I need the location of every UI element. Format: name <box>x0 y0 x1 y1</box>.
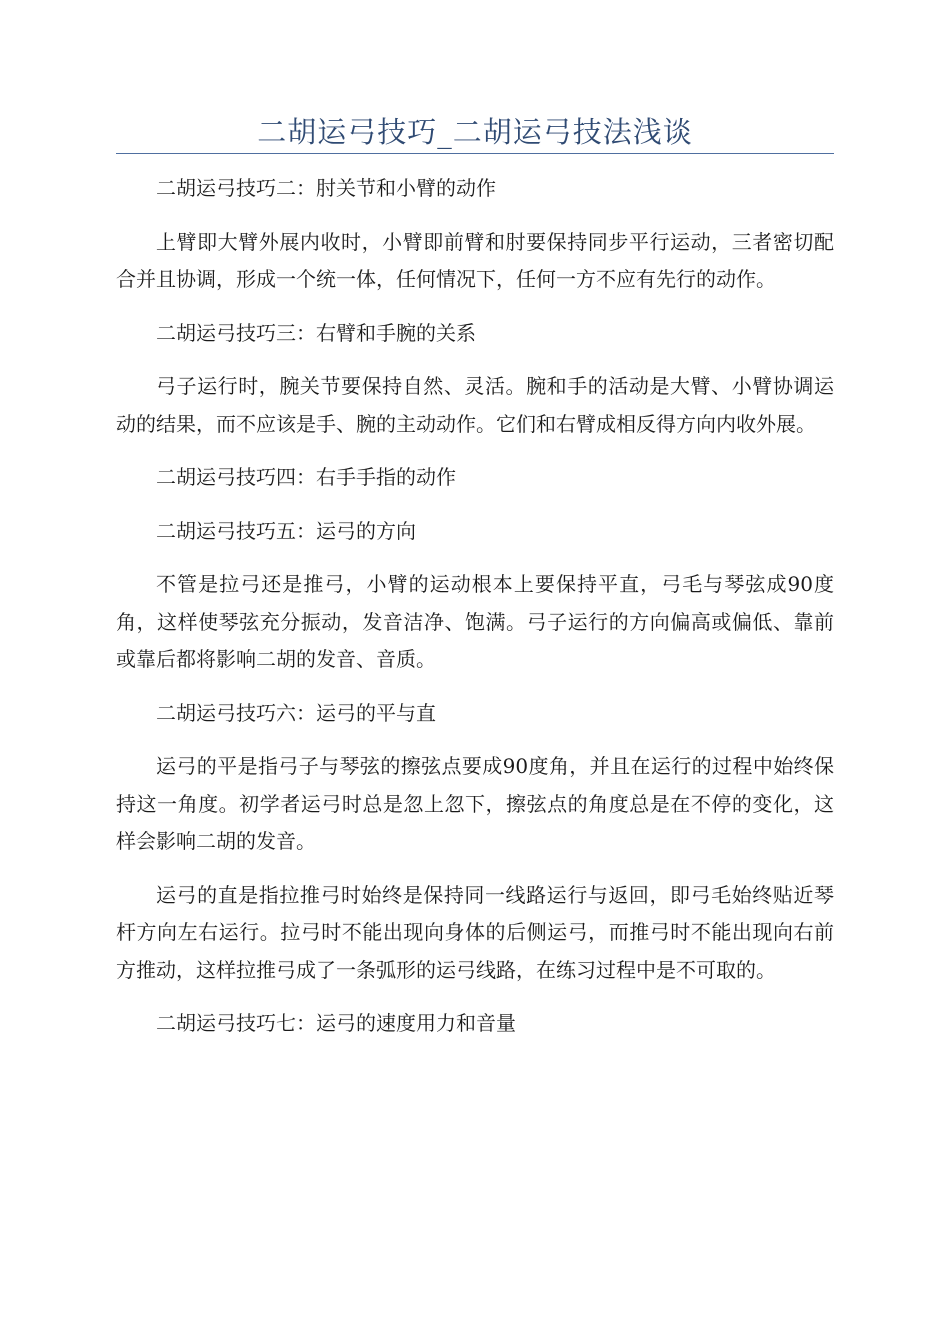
document-body <box>116 170 834 1059</box>
body-paragraph: 运弓的直是指拉推弓时始终是保持同一线路运行与返回，即弓毛始终贴近琴杆方向左右运行。拉弓时不能出现向身体的后侧运弓，而推弓时不能出现向右前方推动，这样拉推弓成了一条弧形的运弓线路，在练习过程中是不可取的。 <box>116 882 834 982</box>
section-heading: 二胡运弓技巧七：运弓的速度用力和音量 <box>156 1011 516 1035</box>
body-paragraph: 运弓的平是指弓子与琴弦的擦弦点要成90度角，并且在运行的过程中始终保持这一角度。初学者运弓时总是忽上忽下，擦弦点的角度总是在不停的变化，这样会影响二胡的发音。 <box>116 754 834 853</box>
section-heading: 二胡运弓技巧四：右手手指的动作 <box>156 465 456 489</box>
page-title: 二胡运弓技巧_二胡运弓技法浅谈 <box>257 115 693 149</box>
body-paragraph: 不管是拉弓还是推弓，小臂的运动根本上要保持平直，弓毛与琴弦成90度角，这样使琴弦充分振动，发音洁净、饱满。弓子运行的方向偏高或偏低、靠前或靠后都将影响二胡的发音、音质。 <box>116 572 834 671</box>
section-heading: 二胡运弓技巧五：运弓的方向 <box>156 518 416 543</box>
title-underline <box>116 153 834 154</box>
body-paragraph: 上臂即大臂外展内收时，小臂即前臂和肘要保持同步平行运动，三者密切配合并且协调，形成一个统一体，任何情况下，任何一方不应有先行的动作。 <box>116 229 834 291</box>
section-heading: 二胡运弓技巧六：运弓的平与直 <box>156 700 436 725</box>
section-heading: 二胡运弓技巧三：右臂和手腕的关系 <box>156 320 476 345</box>
body-paragraph: 弓子运行时，腕关节要保持自然、灵活。腕和手的活动是大臂、小臂协调运动的结果，而不应该是手、腕的主动动作。它们和右臂成相反得方向内收外展。 <box>116 374 834 436</box>
section-heading: 二胡运弓技巧二：肘关节和小臂的动作 <box>156 176 496 200</box>
